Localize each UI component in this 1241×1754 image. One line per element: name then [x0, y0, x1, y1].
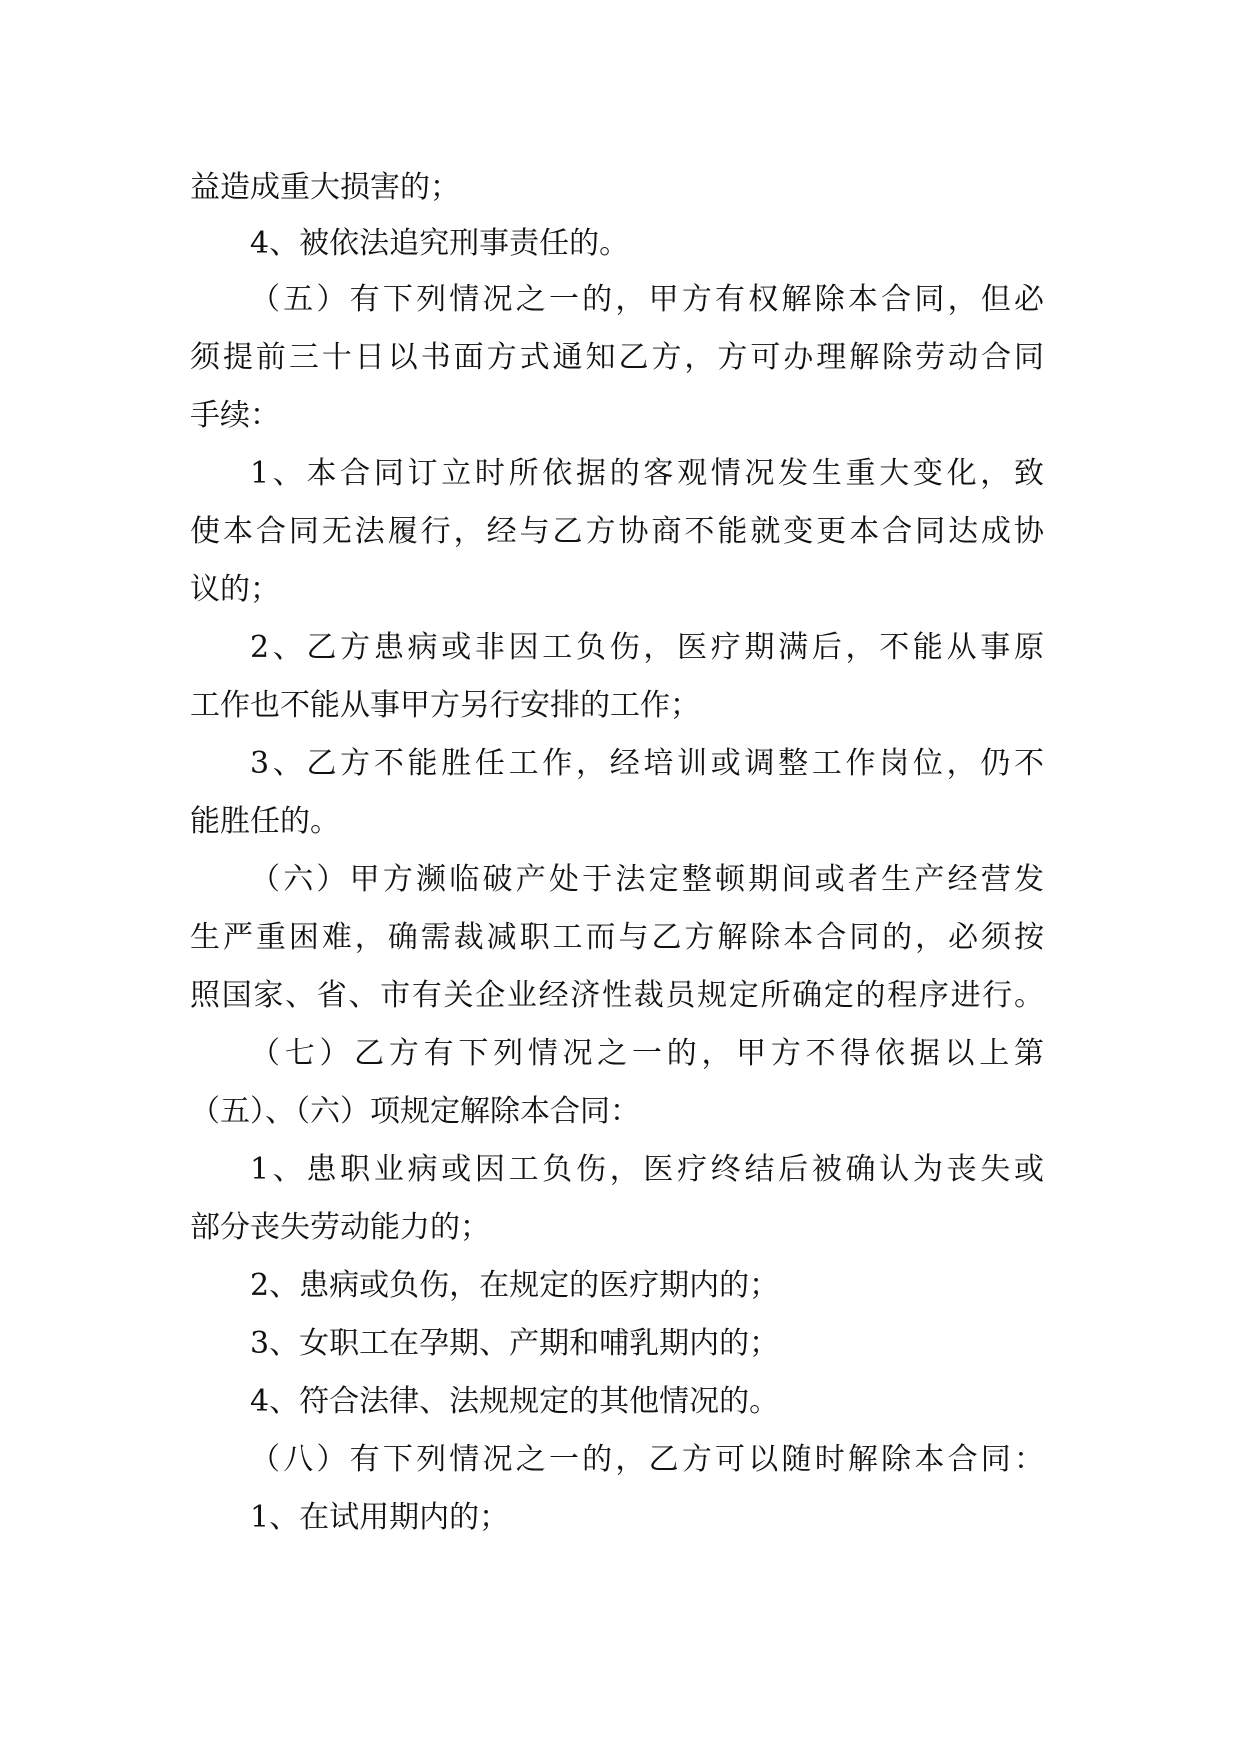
text-line: 益造成重大损害的；	[190, 170, 460, 205]
text-line: 议的；	[190, 572, 280, 607]
text-line: 4、符合法律、法规规定的其他情况的。	[250, 1384, 780, 1419]
text-line: （七）乙方有下列情况之一的，甲方不得依据以上第	[250, 1036, 1044, 1071]
text-line: （五）、（六）项规定解除本合同：	[190, 1094, 640, 1129]
text-line: 1、患职业病或因工负伤，医疗终结后被确认为丧失或	[250, 1152, 1044, 1187]
text-line: 2、患病或负伤，在规定的医疗期内的；	[250, 1268, 780, 1303]
text-line: 须提前三十日以书面方式通知乙方，方可办理解除劳动合同	[190, 340, 1044, 375]
text-line: 工作也不能从事甲方另行安排的工作；	[190, 688, 700, 723]
text-line: 能胜任的。	[190, 804, 340, 839]
text-line: 3、女职工在孕期、产期和哺乳期内的；	[250, 1326, 780, 1361]
text-line: 照国家、省、市有关企业经济性裁员规定所确定的程序进行。	[190, 978, 1044, 1013]
text-line: 1、本合同订立时所依据的客观情况发生重大变化，致	[250, 456, 1044, 491]
text-line: 1、在试用期内的；	[250, 1500, 510, 1535]
text-line: 部分丧失劳动能力的；	[190, 1210, 490, 1245]
text-line: 3、乙方不能胜任工作，经培训或调整工作岗位，仍不	[250, 746, 1044, 781]
text-line: （八）有下列情况之一的，乙方可以随时解除本合同：	[250, 1442, 1044, 1477]
text-line: 4、被依法追究刑事责任的。	[250, 226, 630, 261]
text-line: 手续：	[190, 398, 280, 433]
text-line: 生严重困难，确需裁减职工而与乙方解除本合同的，必须按	[190, 920, 1044, 955]
text-line: 2、乙方患病或非因工负伤，医疗期满后，不能从事原	[250, 630, 1044, 665]
text-line: （五）有下列情况之一的，甲方有权解除本合同，但必	[250, 282, 1044, 317]
text-line: （六）甲方濒临破产处于法定整顿期间或者生产经营发	[250, 862, 1044, 897]
text-line: 使本合同无法履行，经与乙方协商不能就变更本合同达成协	[190, 514, 1044, 549]
